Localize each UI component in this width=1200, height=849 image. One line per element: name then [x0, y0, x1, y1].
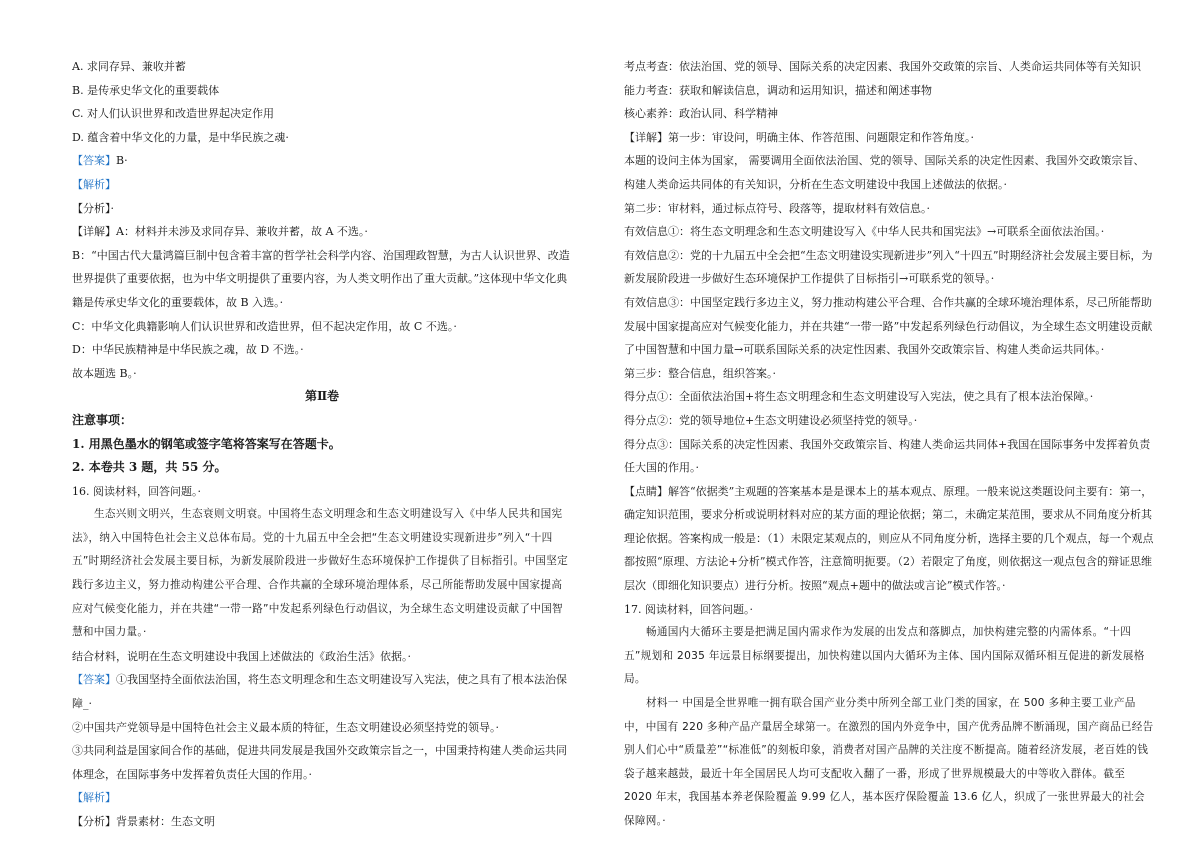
step-3: 第三步：整合信息，组织答案。· — [624, 366, 776, 380]
point-3: 得分点③：国际关系的决定性因素、我国外交政策宗旨、构建人类命运共同体+我国在国际事务中发挥着负责任大国的作用。· — [624, 437, 1151, 475]
info-3: 有效信息③：中国坚定践行多边主义，努力推动构建公平合理、合作共赢的全球环境治理体系，尽己所能帮助发展中国家提高应对气候变化能力，并在共建“一带一路”中发起系列绿色行动倡议，为全球生态文明建设贡献了中国智慧和中国力量→可联系国际关系的决定性因素、我国外交政策宗旨、构建人类命运共同体。· — [624, 295, 1153, 357]
detail-d: D：中华民族精神是中华民族之魂，故 D 不选。· — [72, 343, 304, 357]
dianjing: 【点睛】解答“依据类”主观题的答案基本是是课本上的基本观点、原理。一般来说这类题设问主要有：第一，确定知识范围，要求分析或说明材料对应的某方面的理论依据；第二，未确定某范围，要求从不同角度分析其理论依据。答案构成一般是：（1）未限定某观点的，则应从不同角度分析，选择主要的几个观点，每一个观点都按照“原理、方法论+分析”模式作答，注意简明扼要。（2）若限定了角度，则依据这一观点包含的辩证思维层次（即细化知识要点）进行分析。按照“观点+题中的做法或言论”模式作答。· — [624, 484, 1154, 593]
step-2: 第二步：审材料，通过标点符号、段落等，提取材料有效信息。· — [624, 201, 930, 215]
option-c: C. 对人们认识世界和改造世界起决定作用 — [72, 107, 275, 121]
question-17: 17. 阅读材料，回答问题。· — [624, 602, 753, 616]
answer-label: 【答案】 — [72, 154, 116, 168]
right-column — [624, 55, 1154, 834]
answer16-line2: ②中国共产党领导是中国特色社会主义最本质的特征，生态文明建设必须坚持党的领导。· — [72, 720, 499, 734]
detail-a: 【详解】A：材料并未涉及求同存异、兼收并蓄，故 A 不选。· — [72, 225, 368, 239]
notice-1: 1. 用黑色墨水的钢笔或签字笔将答案写在答题卡。 — [72, 436, 341, 451]
ask-16: 结合材料，说明在生态文明建设中我国上述做法的《政治生活》依据。· — [72, 649, 411, 663]
material-16: 生态兴则文明兴，生态衰则文明衰。中国将生态文明理念和生态文明建设写入《中华人民共和国宪法》，纳入中国特色社会主义总体布局。党的十九届五中全会把“生态文明建设实现新进步”列入“十四五”时期经济社会发展主要目标，为新发展阶段进一步做好生态环境保护工作提供了目标指引。中国坚定践行多边主义，努力推动构建公平合理、合作共赢的全球环境治理体系，尽己所能帮助发展中国家提高应对气候变化能力，并在共建“一带一路”中发起系列绿色行动倡议，为全球生态文明建设贡献了中国智慧和中国力量。· — [72, 508, 569, 639]
answer16-label: 【答案】 — [72, 673, 116, 687]
option-a: A. 求同存异、兼收并蓄 — [72, 60, 186, 73]
answer16-line3: ③共同利益是国家间合作的基础，促进共同发展是我国外交政策宗旨之一，中国秉持构建人类命运共同体理念，在国际事务中发挥着负责任大国的作用。· — [72, 744, 567, 781]
detail-b: B：“中国古代大量鸿篇巨制中包含着丰富的哲学社会科学内容、治国理政智慧，为古人认识世界、改造世界提供了重要依据，也为中华文明提供了重要内容，为人类文明作出了重大贡献。”这体现中华文化典籍是传承史华文化的重要载体，故 B 入选。· — [72, 248, 570, 309]
info-2: 有效信息②：党的十九届五中全会把“生态文明建设实现新进步”列入“十四五”时期经济社会发展主要目标，为新发展阶段进一步做好生态环境保护工作提供了目标指引→可联系党的领导。· — [624, 248, 1153, 286]
section-title: 第Ⅱ卷 — [304, 389, 340, 404]
analysis16-label: 【解析】 — [72, 791, 116, 805]
suyang: 核心素养：政治认同、科学精神 — [624, 107, 778, 121]
option-b: B. 是传承史华文化的重要载体 — [72, 83, 220, 97]
fenxi16: 【分析】背景素材：生态文明 — [72, 815, 215, 828]
nengli: 能力考查：获取和解读信息，调动和运用知识，描述和阐述事物 — [624, 83, 932, 97]
detail-c: C：中华文化典籍影响人们认识世界和改造世界，但不起决定作用，故 C 不选。· — [72, 319, 457, 333]
point-1: 得分点①：全面依法治国+将生态文明理念和生态文明建设写入宪法，使之具有了根本法治保障。· — [624, 390, 1094, 404]
fenxi-line: 【分析】· — [72, 201, 114, 215]
notice-2: 2. 本卷共 3 题，共 55 分。 — [72, 460, 227, 475]
answer16-text1: ①我国坚持全面依法治国，将生态文明理念和生态文明建设写入宪法，使之具有了根本法治保障_· — [72, 673, 567, 711]
info-1: 有效信息①：将生态文明理念和生态文明建设写入《中华人民共和国宪法》→可联系全面依法治国。· — [624, 225, 1105, 239]
question-16: 16. 阅读材料，回答问题。· — [72, 484, 201, 498]
left-column — [72, 55, 572, 834]
analysis-label: 【解析】 — [72, 177, 116, 191]
answer-value: B· — [116, 154, 128, 168]
point-2: 得分点②：党的领导地位+生态文明建设必须坚持党的领导。· — [624, 413, 918, 427]
conclusion: 故本题选 B。· — [72, 366, 137, 380]
notice-title: 注意事项： — [72, 412, 133, 427]
answer-line — [72, 149, 572, 173]
step-1-text: 本题的设问主体为国家， 需要调用全面依法治国、党的领导、国际关系的决定性因素、我国外交政策宗旨、构建人类命运共同体的有关知识，分析在生态文明建设中我国上述做法的依据。· — [624, 154, 1145, 191]
option-d: D. 蕴含着中华文化的力量，是中华民族之魂· — [72, 130, 289, 144]
kaodian: 考点考查：依法治国、党的领导、国际关系的决定因素、我国外交政策的宗旨、人类命运共同体等有关知识 — [624, 60, 1141, 73]
material-17: 材料一 中国是全世界唯一拥有联合国产业分类中所列全部工业门类的国家，在 500 多种主要工业产品中，中国有 220 多种产品产量居全球第一。在激烈的国内外竞争中，国产优秀品牌不断涌现，国产商品已经告别人们心中“质量差”“标准低”的刻板印象，消费者对国产品牌的关注度不断提高。随着经济发展，老百姓的钱袋子越来越鼓，最近十年全国居民人均可支配收入翻了一番，形成了世界规模最大的中等收入群体。截至 2020 年末，我国基本养老保险覆盖 9.99 亿人，基本医疗保险覆盖 13.6 亿人，织成了一张世界最大的社会保障网。· — [624, 697, 1154, 827]
step-1: 【详解】第一步：审设问，明确主体、作答范围、问题限定和作答角度。· — [624, 130, 974, 144]
answer16-line1 — [72, 668, 572, 715]
intro-17: 畅通国内大循环主要是把满足国内需求作为发展的出发点和落脚点，加快构建完整的内需体系。“十四五”规划和 2035 年远景目标纲要提出，加快构建以国内大循环为主体、国内国际双循环相互促进的新发展格局。 — [624, 626, 1145, 686]
